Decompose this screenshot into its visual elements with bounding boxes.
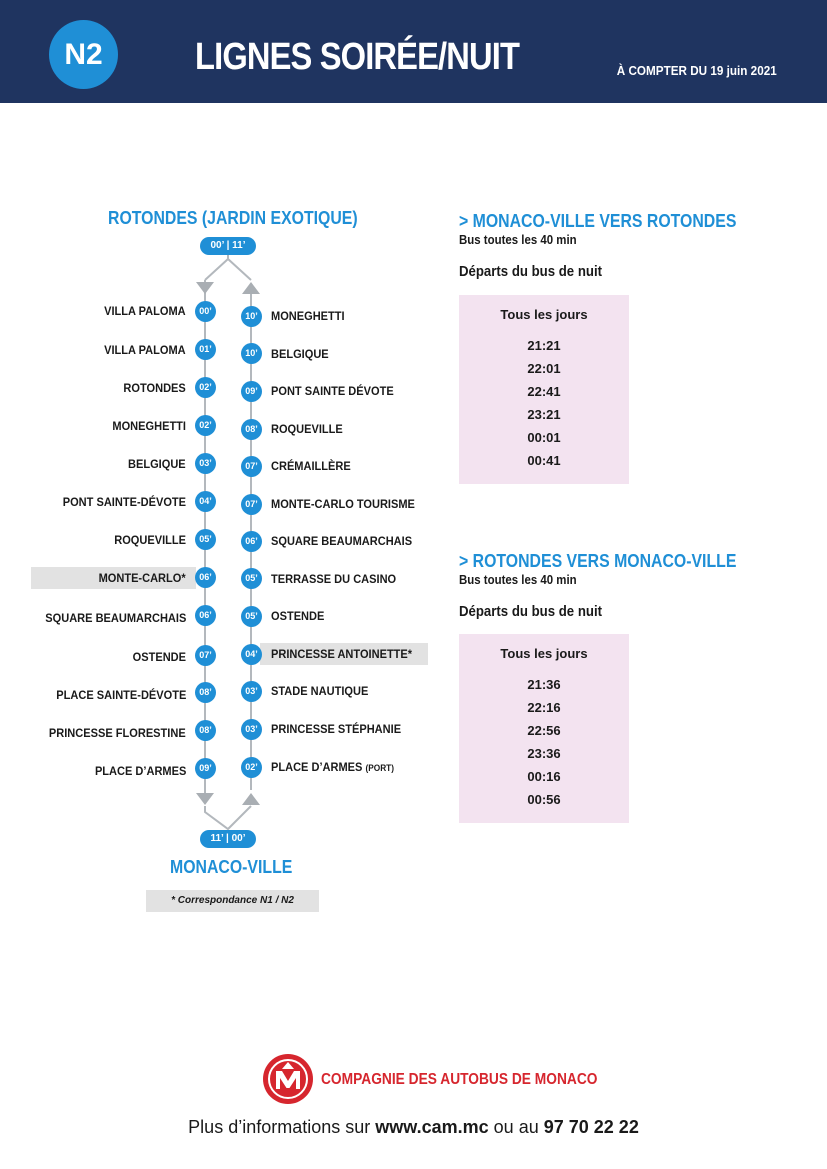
stop-time-dot: 01’ [195, 339, 216, 360]
departure-time: 21:21 [527, 338, 561, 353]
timetable-days: Tous les jours [500, 646, 588, 661]
stop-label: MONTE-CARLO* [98, 571, 186, 585]
stop-time-dot: 09’ [195, 758, 216, 779]
stop-time-dot: 00’ [195, 301, 216, 322]
transfer-note: * Correspondance N1 / N2 [146, 890, 319, 912]
stop-time-dot: 06’ [195, 605, 216, 626]
stop-time-dot: 10’ [241, 306, 262, 327]
stop-time-dot: 06’ [241, 531, 262, 552]
stop-label: SQUARE BEAUMARCHAIS [271, 534, 413, 548]
departure-time: 22:56 [527, 723, 561, 738]
page-title: LIGNES SOIRÉE/NUIT [195, 36, 520, 78]
stop-time-dot: 03’ [241, 719, 262, 740]
timetable-days: Tous les jours [500, 307, 588, 322]
stop-time-dot: 08’ [195, 720, 216, 741]
stop-label: ROQUEVILLE [271, 422, 343, 436]
down-arrow-icon [196, 793, 214, 805]
stop-label: PRINCESSE STÉPHANIE [271, 722, 402, 736]
stop-label: OSTENDE [132, 650, 186, 664]
top-terminal-times: 00’ | 11’ [200, 237, 256, 255]
section2-title: > ROTONDES VERS MONACO-VILLE [459, 551, 737, 571]
down-arrow-icon [196, 282, 214, 294]
departure-time: 00:41 [527, 453, 561, 468]
stop-label: BELGIQUE [271, 347, 329, 361]
section2-frequency: Bus toutes les 40 min [459, 572, 577, 587]
stop-label: PONT SAINTE-DÉVOTE [62, 495, 186, 509]
section1-timetable [459, 295, 629, 484]
stop-label: CRÉMAILLÈRE [271, 459, 351, 473]
stop-label: PRINCESSE FLORESTINE [49, 726, 186, 740]
stop-time-dot: 05’ [241, 606, 262, 627]
stop-label: PONT SAINTE DÉVOTE [271, 384, 394, 398]
departure-time: 22:41 [527, 384, 561, 399]
stop-label-suffix: (PORT) [365, 763, 394, 773]
phone-number: 97 70 22 22 [543, 1117, 639, 1137]
stop-label: VILLA PALOMA [104, 304, 186, 318]
stop-time-dot: 07’ [195, 645, 216, 666]
up-arrow-icon [242, 793, 260, 805]
stop-label: PRINCESSE ANTOINETTE* [271, 647, 413, 661]
stop-label: VILLA PALOMA [104, 343, 186, 357]
section1-title: > MONACO-VILLE VERS ROTONDES [459, 211, 737, 231]
stop-time-dot: 02’ [195, 377, 216, 398]
section2-departures-label: Départs du bus de nuit [459, 603, 603, 620]
stop-label: MONTE-CARLO TOURISME [271, 497, 415, 511]
bottom-terminal-times: 11’ | 00’ [200, 830, 256, 848]
stop-time-dot: 07’ [241, 456, 262, 477]
bottom-terminal-title: MONACO-VILLE [170, 857, 293, 877]
departure-time: 00:16 [527, 769, 561, 784]
stop-time-dot: 10’ [241, 343, 262, 364]
departure-time: 23:36 [527, 746, 561, 761]
top-terminal-title: ROTONDES (JARDIN EXOTIQUE) [108, 208, 358, 228]
stop-label: SQUARE BEAUMARCHAIS [44, 611, 186, 625]
stop-time-dot: 03’ [195, 453, 216, 474]
stop-time-dot: 04’ [241, 644, 262, 665]
stop-time-dot: 03’ [241, 681, 262, 702]
stop-label: PLACE D’ARMES (PORT) [271, 760, 394, 774]
contact-info: Plus d’informations sur www.cam.mc ou au 97 70 22 22 [188, 1117, 639, 1137]
website-link[interactable]: www.cam.mc [375, 1117, 489, 1137]
stop-label: ROQUEVILLE [114, 533, 186, 547]
section1-frequency: Bus toutes les 40 min [459, 232, 577, 247]
stop-label: ROTONDES [123, 381, 186, 395]
stop-label: TERRASSE DU CASINO [271, 572, 397, 586]
section1-departures-label: Départs du bus de nuit [459, 263, 603, 280]
stop-label: PLACE D’ARMES [94, 764, 186, 778]
stop-time-dot: 02’ [195, 415, 216, 436]
departure-time: 22:16 [527, 700, 561, 715]
stop-label: MONEGHETTI [271, 309, 345, 323]
stop-label: STADE NAUTIQUE [271, 684, 369, 698]
stop-time-dot: 05’ [195, 529, 216, 550]
stop-label: PLACE SAINTE-DÉVOTE [55, 688, 186, 702]
stop-time-dot: 07’ [241, 494, 262, 515]
stop-label: OSTENDE [271, 609, 325, 623]
stop-time-dot: 06’ [195, 567, 216, 588]
stop-label: BELGIQUE [128, 457, 186, 471]
section2-timetable [459, 634, 629, 823]
stop-time-dot: 08’ [195, 682, 216, 703]
stop-time-dot: 08’ [241, 419, 262, 440]
up-arrow-icon [242, 282, 260, 294]
departure-time: 23:21 [527, 407, 561, 422]
stop-time-dot: 05’ [241, 568, 262, 589]
stop-time-dot: 09’ [241, 381, 262, 402]
departure-time: 00:56 [527, 792, 561, 807]
stop-time-dot: 04’ [195, 491, 216, 512]
departure-time: 22:01 [527, 361, 561, 376]
effective-date: À COMPTER DU 19 juin 2021 [617, 63, 777, 78]
stop-time-dot: 02’ [241, 757, 262, 778]
company-name: COMPAGNIE DES AUTOBUS DE MONACO [321, 1071, 598, 1088]
line-badge: N2 [49, 20, 118, 89]
stop-label: MONEGHETTI [112, 419, 186, 433]
departure-time: 21:36 [527, 677, 561, 692]
cam-logo-icon [262, 1053, 314, 1105]
departure-time: 00:01 [527, 430, 561, 445]
